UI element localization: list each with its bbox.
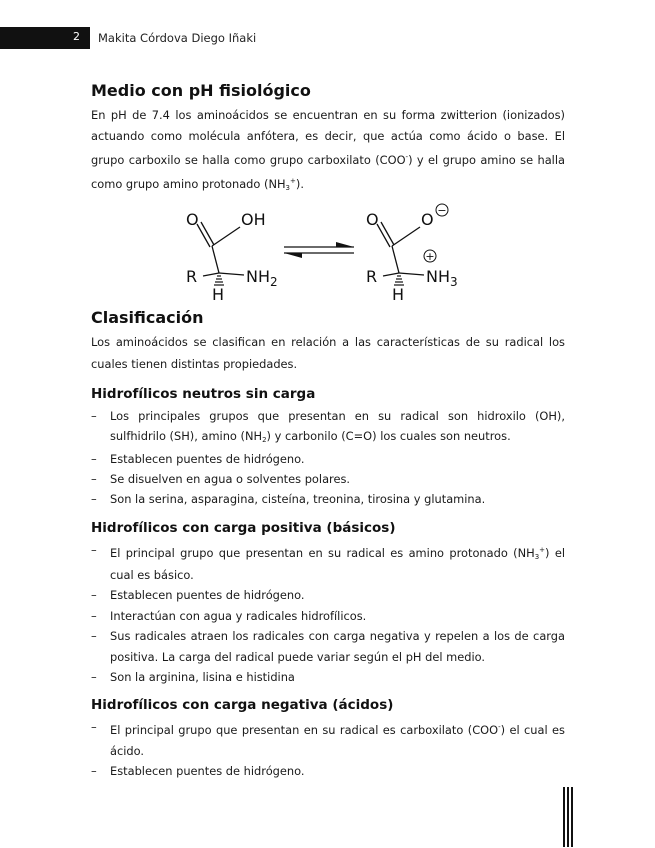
acidic-list (91, 717, 565, 781)
author-name: Makita Córdova Diego Iñaki (98, 31, 257, 45)
basic-list (91, 540, 565, 688)
section-title-ph: Medio con pH fisiológico (91, 81, 311, 100)
list-item: – El principal grupo que presentan en su radical es amino protonado $(NH_3^+)$ el cual es básico. (91, 540, 565, 586)
ph-paragraph: En pH de 7.4 los aminoácidos se encuentran en su forma zwitterion (ionizados) actuando como molécula anfótera, es decir, que actúa como ácido o base. El grupo carboxilo se halla como grupo carboxilato (COO-) y el grupo amino se halla como grupo amino protonado $(NH_3^+)$. (91, 108, 565, 193)
list-item: – Los principales grupos que presentan en su radical son hidroxilo (OH), sulfhidrilo (SH), amino $(NH_2)$ y carbonilo (C=O) los cuales son neutros. (91, 406, 565, 449)
right-r-label: R (366, 267, 378, 287)
right-amino-label: $NH_3$ (426, 267, 458, 290)
equilibrium-arrows (284, 247, 354, 253)
page-number: 2 (73, 30, 80, 43)
list-item: – El principal grupo que presentan en su radical es carboxilato (COO-) el cual es ácido. (91, 717, 565, 761)
section-title-classification: Clasificación (91, 308, 204, 328)
left-amino-label: $NH_2$ (246, 267, 278, 290)
list-item: – Establecen puentes de hidrógeno. (91, 585, 565, 605)
left-h-label: H (212, 285, 225, 302)
neutral-title: Hidrofílicos neutros sin carga (91, 385, 316, 402)
neutral-list (91, 406, 565, 510)
left-hydroxyl-label: OH (241, 210, 266, 230)
basic-title: Hidrofílicos con carga positiva (básicos) (91, 519, 396, 536)
left-r-label: R (186, 267, 198, 287)
list-item: – Son la serina, asparagina, cisteína, treonina, tirosina y glutamina. (91, 489, 565, 509)
svg-text:−: − (437, 204, 447, 218)
acidic-title: Hidrofílicos con carga negativa (ácidos) (91, 697, 394, 714)
list-item: – Se disuelven en agua o solventes polares. (91, 469, 565, 489)
list-item: – Son la arginina, lisina e histidina (91, 667, 565, 687)
list-item: – Establecen puentes de hidrógeno. (91, 761, 565, 781)
page-content (91, 80, 565, 782)
list-item: – Establecen puentes de hidrógeno. (91, 449, 565, 469)
classification-paragraph: Los aminoácidos se clasifican en relación a las características de su radical los cuales tienen distintas propiedades. (91, 335, 565, 371)
decorative-bars (563, 787, 573, 847)
right-carboxylate-oxygen: O (421, 210, 434, 230)
list-item: – Interactúan con agua y radicales hidrofílicos. (91, 606, 565, 626)
right-oxygen-label: O (366, 210, 379, 230)
right-h-label: H (392, 285, 405, 302)
left-oxygen-label: O (186, 210, 199, 230)
zwitterion-equilibrium-diagram (186, 199, 476, 301)
list-item: – Sus radicales atraen los radicales con carga negativa y repelen a los de carga positiva. La carga del radical puede variar según el pH del medio. (91, 626, 565, 667)
svg-text:+: + (425, 250, 435, 264)
